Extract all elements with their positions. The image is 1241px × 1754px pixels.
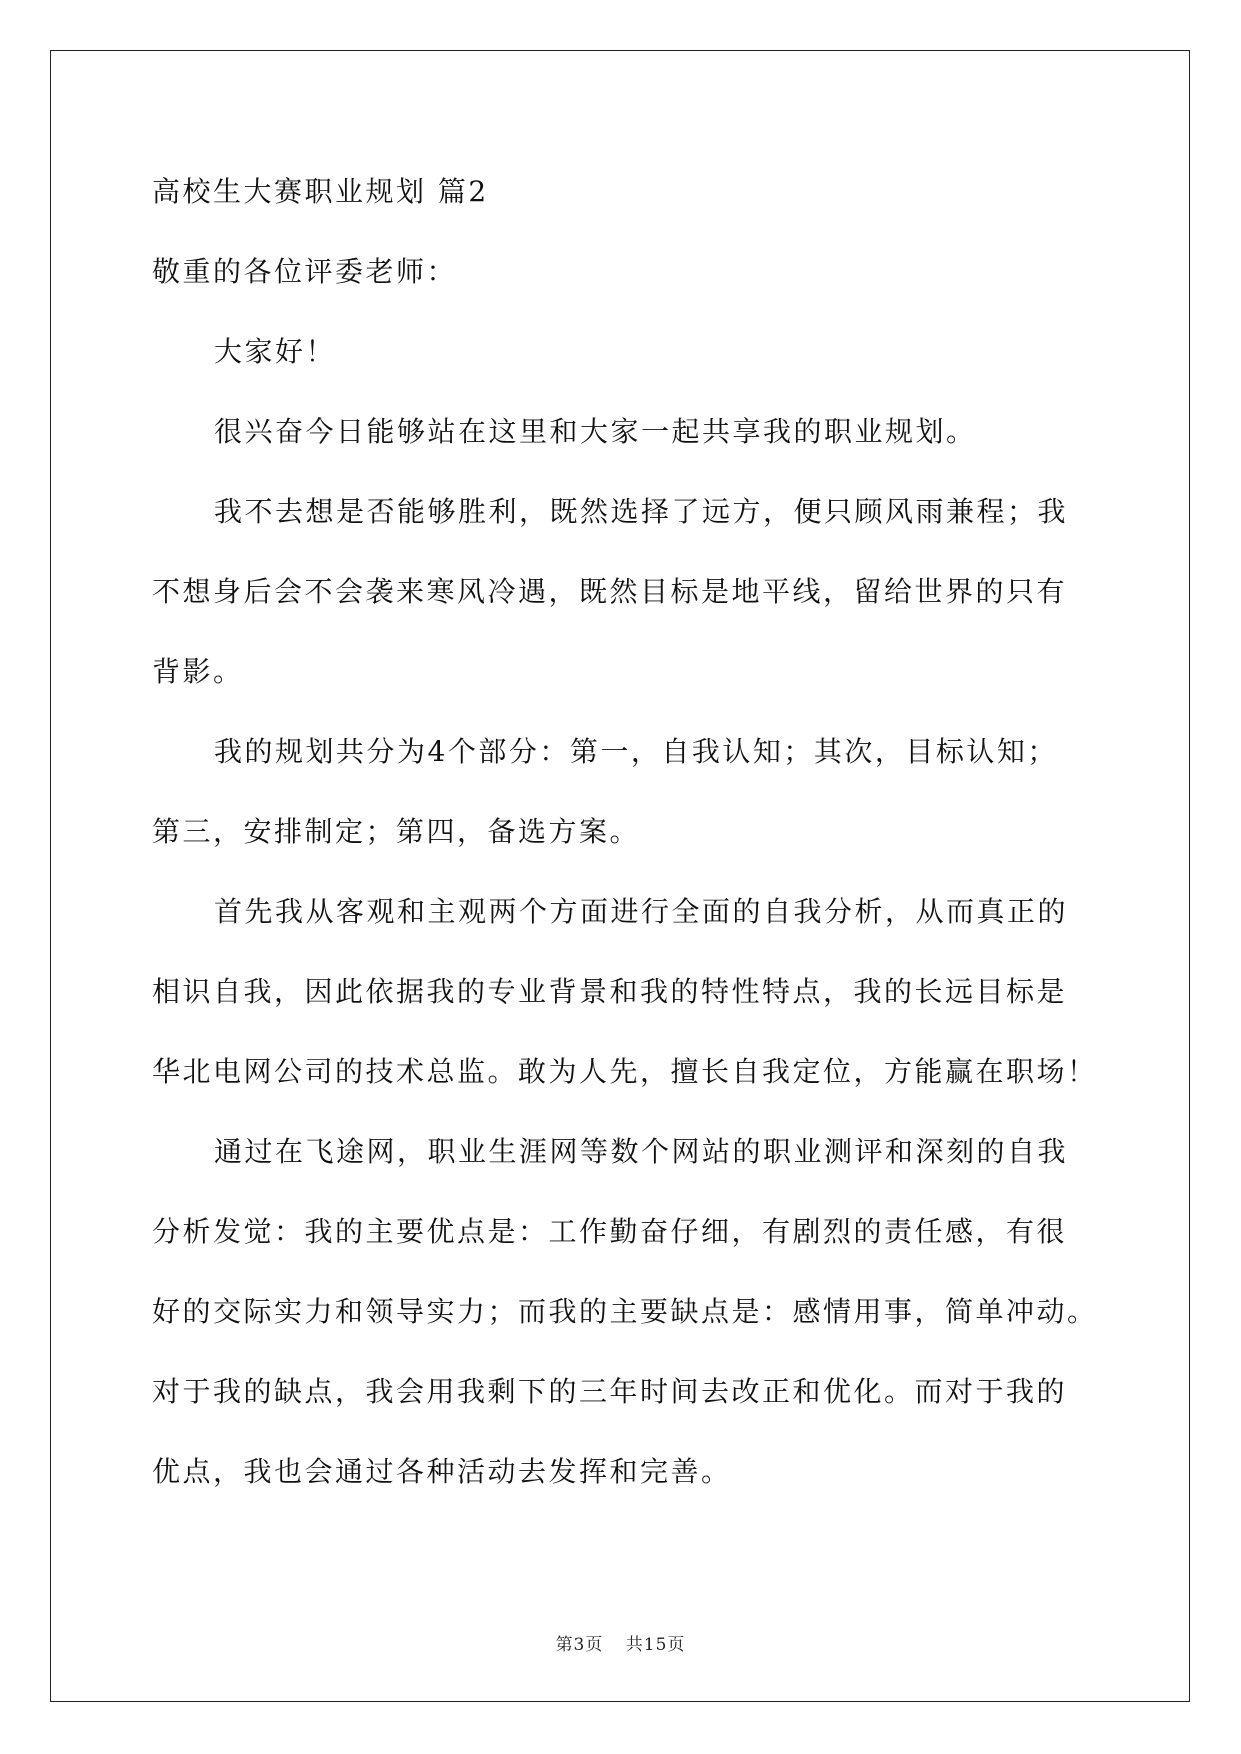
- paragraph-line: 对于我的缺点，我会用我剩下的三年时间去改正和优化。而对于我的: [152, 1375, 1068, 1408]
- paragraph-line: 相识自我，因此依据我的专业背景和我的特性特点，我的长远目标是: [152, 975, 1068, 1008]
- paragraph-line: 好的交际实力和领导实力；而我的主要缺点是：感情用事，简单冲动。: [152, 1295, 1098, 1328]
- paragraph-line: 分析发觉：我的主要优点是：工作勤奋仔细，有剧烈的责任感，有很: [152, 1215, 1068, 1248]
- salutation: 敬重的各位评委老师：: [152, 255, 458, 288]
- document-heading: 高校生大赛职业规划 篇2: [152, 175, 489, 208]
- paragraph-line: 首先我从客观和主观两个方面进行全面的自我分析，从而真正的: [214, 895, 1069, 928]
- paragraph-line: 我的规划共分为4个部分：第一，自我认知；其次，目标认知；: [214, 735, 1058, 768]
- paragraph-line: 不想身后会不会袭来寒风冷遇，既然目标是地平线，留给世界的只有: [152, 575, 1068, 608]
- document-body: [152, 164, 1098, 1524]
- paragraph-greeting: 大家好！: [214, 335, 337, 368]
- paragraph-line: 背影。: [152, 655, 244, 688]
- paragraph-line: 优点，我也会通过各种活动去发挥和完善。: [152, 1455, 732, 1488]
- page-number-current: 第3页: [555, 1635, 604, 1655]
- paragraph-line: 第三，安排制定；第四，备选方案。: [152, 815, 641, 848]
- paragraph-line: 我不去想是否能够胜利，既然选择了远方，便只顾风雨兼程；我: [214, 495, 1069, 528]
- page-number-total: 共15页: [625, 1635, 686, 1655]
- page-footer: [0, 1630, 1241, 1655]
- paragraph-intro: 很兴奋今日能够站在这里和大家一起共享我的职业规划。: [214, 415, 977, 448]
- paragraph-line: 通过在飞途网，职业生涯网等数个网站的职业测评和深刻的自我: [214, 1135, 1069, 1168]
- paragraph-line: 华北电网公司的技术总监。敢为人先，擅长自我定位，方能赢在职场！: [152, 1055, 1098, 1088]
